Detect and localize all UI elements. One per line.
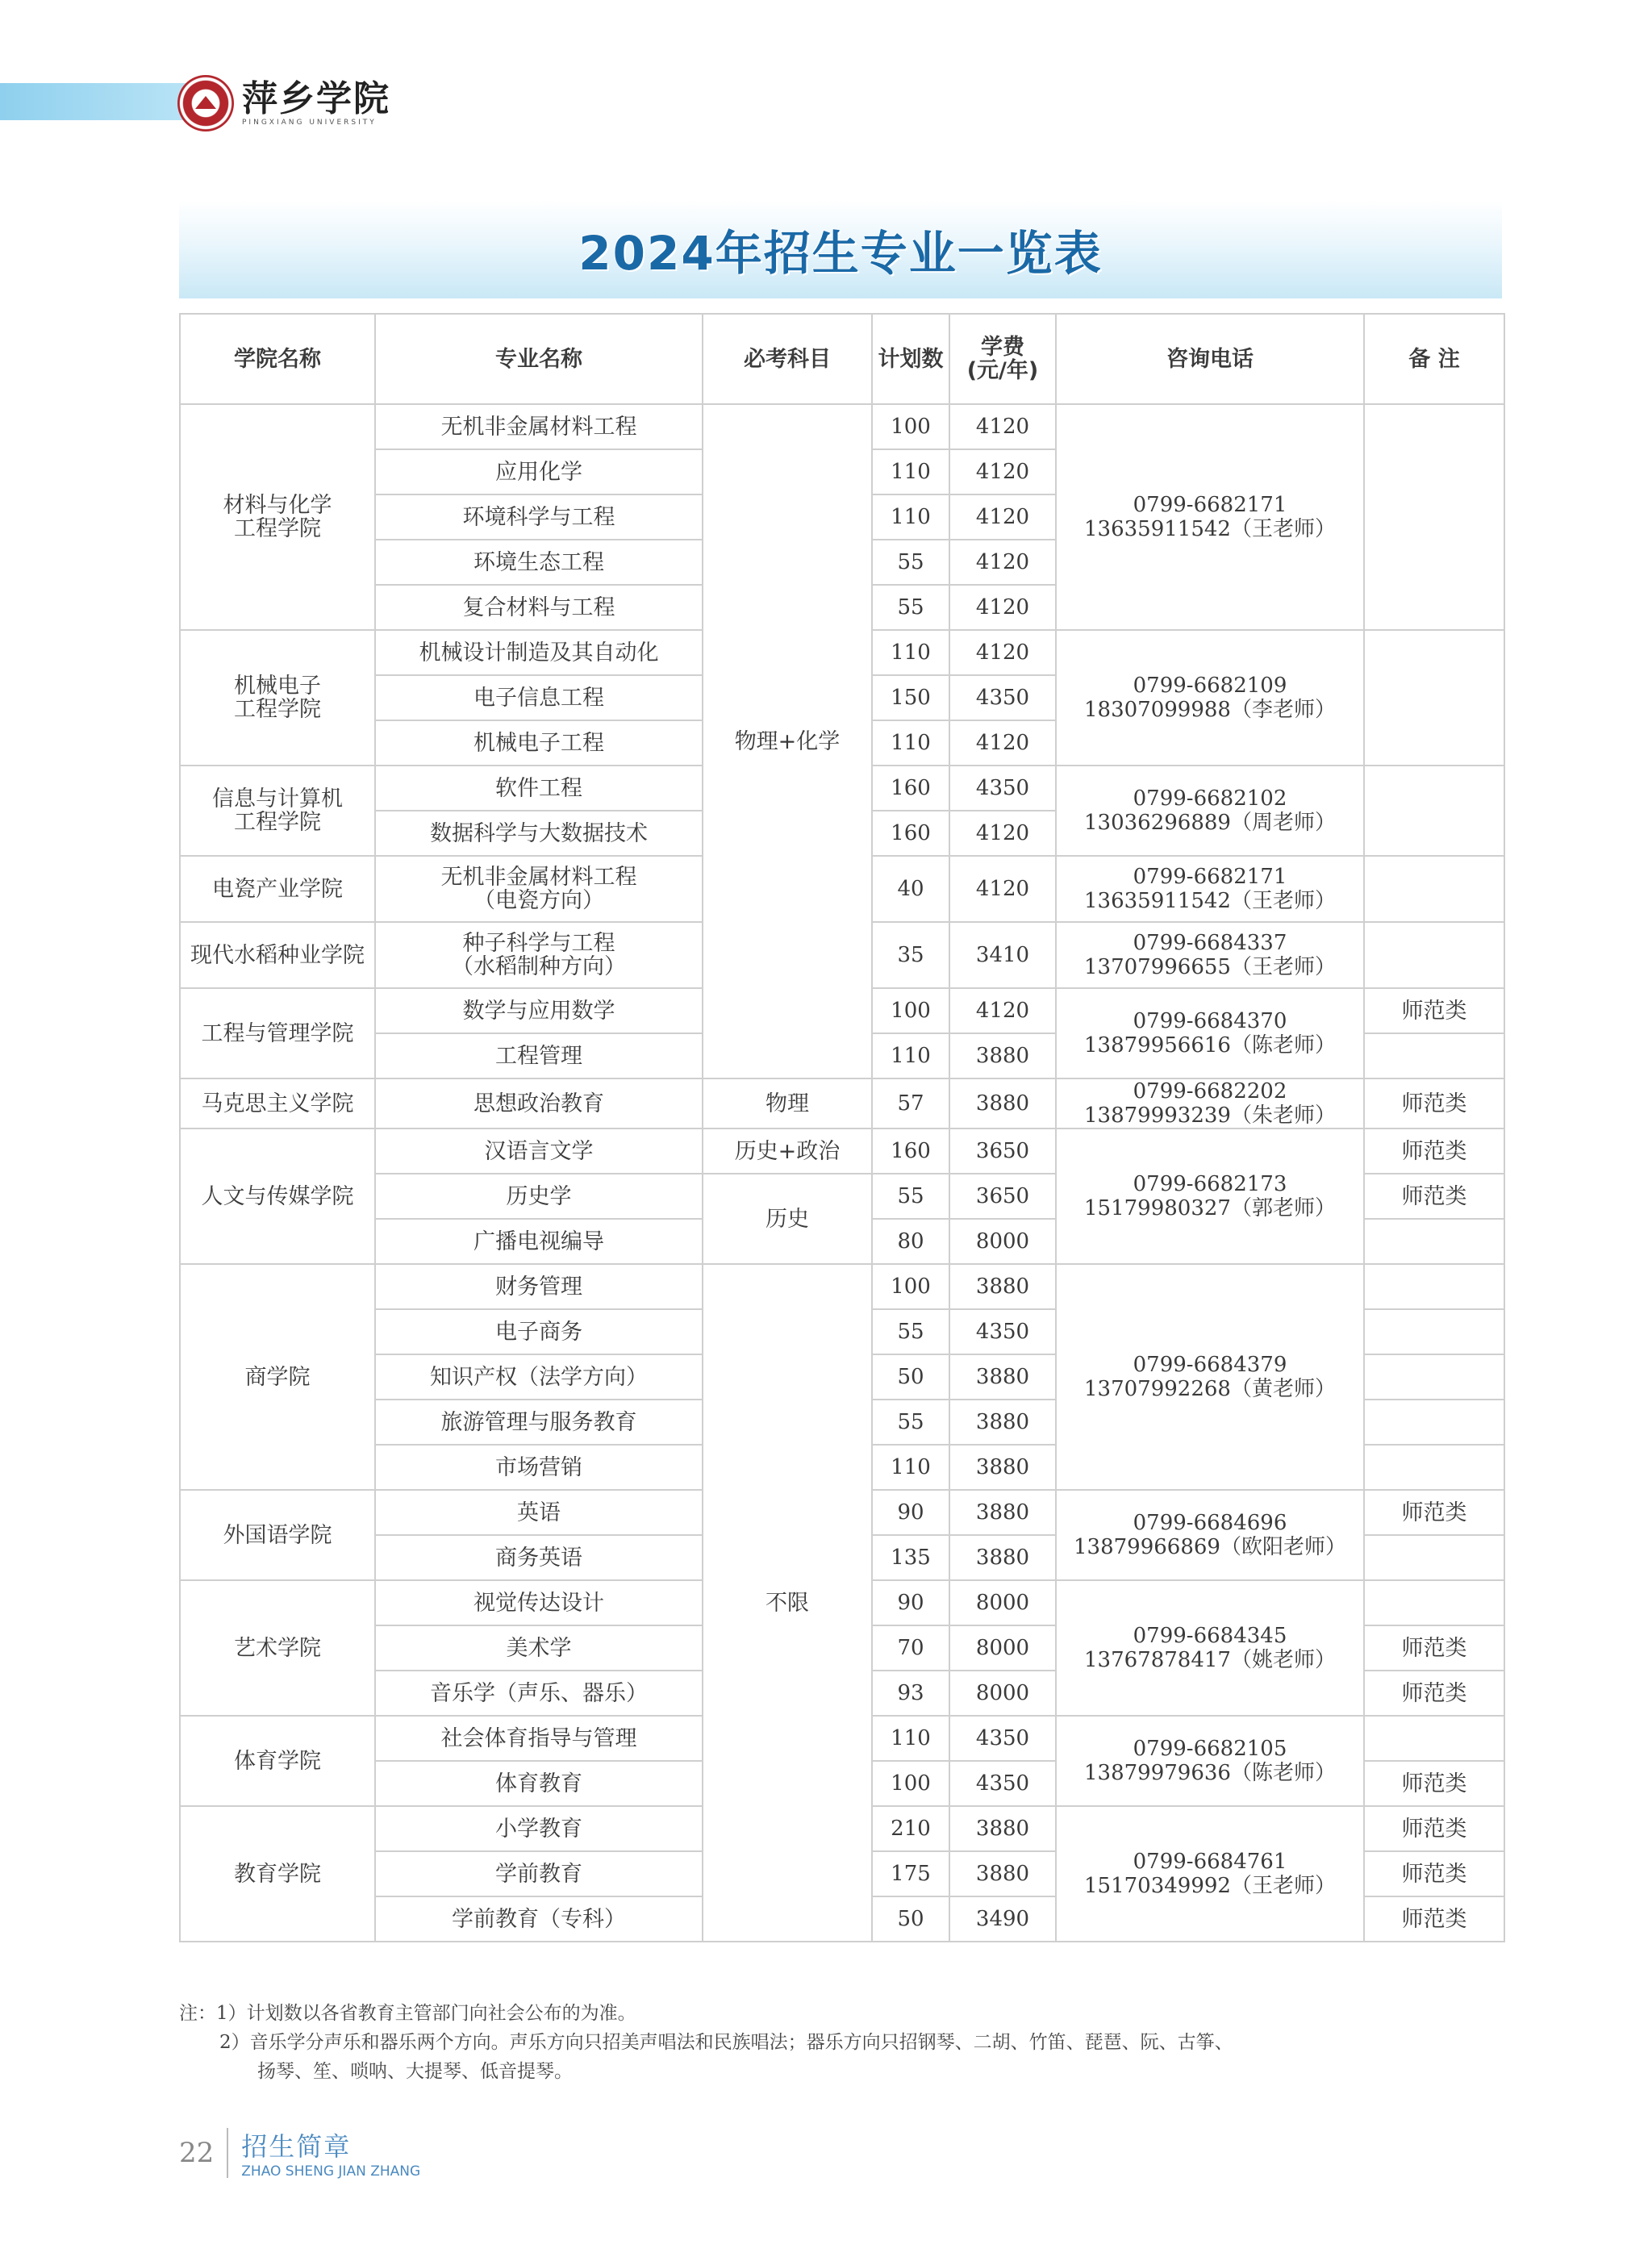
footnote-2: 2）音乐学分声乐和器乐两个方向。声乐方向只招美声唱法和民族唱法；器乐方向只招钢琴、二胡、竹笛、琵琶、阮、古筝、 (219, 2032, 1233, 2053)
major-name-cell: 电子信息工程 (375, 675, 703, 720)
college-name-cell: 现代水稻种业学院 (180, 922, 375, 988)
tuition-fee-cell: 3880 (949, 1400, 1056, 1445)
plan-count-cell: 110 (872, 1716, 949, 1761)
major-name-cell: 机械电子工程 (375, 720, 703, 766)
footnote-2-continued: 扬琴、笙、唢呐、大提琴、低音提琴。 (257, 2061, 573, 2082)
enrollment-table-wrapper (179, 313, 1504, 1942)
major-name-cell: 工程管理 (375, 1033, 703, 1078)
plan-count-cell: 135 (872, 1535, 949, 1580)
college-name-cell: 材料与化学 工程学院 (180, 404, 375, 630)
note-cell (1364, 1580, 1504, 1625)
college-name-cell: 马克思主义学院 (180, 1078, 375, 1128)
major-name-cell: 市场营销 (375, 1445, 703, 1490)
tuition-fee-cell: 4350 (949, 675, 1056, 720)
tuition-fee-cell: 8000 (949, 1671, 1056, 1716)
note-cell: 师范类 (1364, 1671, 1504, 1716)
tuition-fee-cell: 4120 (949, 811, 1056, 856)
note-cell: 师范类 (1364, 1078, 1504, 1128)
header-fee: 学费 (元/年) (949, 314, 1056, 404)
plan-count-cell: 90 (872, 1490, 949, 1535)
major-name-cell: 美术学 (375, 1625, 703, 1671)
plan-count-cell: 55 (872, 1400, 949, 1445)
tuition-fee-cell: 4120 (949, 585, 1056, 630)
major-name-cell: 英语 (375, 1490, 703, 1535)
tuition-fee-cell: 3490 (949, 1896, 1056, 1942)
major-name-cell: 体育教育 (375, 1761, 703, 1806)
note-cell: 师范类 (1364, 1625, 1504, 1671)
major-name-cell: 汉语言文学 (375, 1128, 703, 1174)
tuition-fee-cell: 3650 (949, 1128, 1056, 1174)
major-name-cell: 历史学 (375, 1174, 703, 1219)
college-name-cell: 人文与传媒学院 (180, 1128, 375, 1264)
header-major: 专业名称 (375, 314, 703, 404)
major-name-cell: 环境生态工程 (375, 540, 703, 585)
phone-cell: 0799-6682202 13879993239（朱老师） (1056, 1078, 1364, 1128)
plan-count-cell: 80 (872, 1219, 949, 1264)
major-name-cell: 复合材料与工程 (375, 585, 703, 630)
subject-cell: 不限 (703, 1264, 872, 1942)
phone-cell: 0799-6682171 13635911542（王老师） (1056, 856, 1364, 922)
footnotes (179, 1999, 1550, 2086)
phone-cell: 0799-6684337 13707996655（王老师） (1056, 922, 1364, 988)
plan-count-cell: 50 (872, 1354, 949, 1400)
table-row (180, 1128, 1504, 1174)
tuition-fee-cell: 3880 (949, 1806, 1056, 1851)
title-banner (179, 200, 1502, 298)
table-row (180, 1078, 1504, 1128)
tuition-fee-cell: 4120 (949, 449, 1056, 494)
note-cell (1364, 1264, 1504, 1309)
tuition-fee-cell: 3880 (949, 1851, 1056, 1896)
footer-label-en: ZHAO SHENG JIAN ZHANG (241, 2163, 421, 2180)
subject-cell: 历史 (703, 1174, 872, 1264)
footer-divider (227, 2128, 228, 2178)
plan-count-cell: 210 (872, 1806, 949, 1851)
phone-cell: 0799-6684370 13879956616（陈老师） (1056, 988, 1364, 1078)
plan-count-cell: 35 (872, 922, 949, 988)
college-name-cell: 艺术学院 (180, 1580, 375, 1716)
tuition-fee-cell: 4120 (949, 988, 1056, 1033)
note-cell (1364, 630, 1504, 766)
tuition-fee-cell: 4120 (949, 856, 1056, 922)
major-name-cell: 数学与应用数学 (375, 988, 703, 1033)
note-cell (1364, 1445, 1504, 1490)
major-name-cell: 机械设计制造及其自动化 (375, 630, 703, 675)
phone-cell: 0799-6682171 13635911542（王老师） (1056, 404, 1364, 630)
major-name-cell: 无机非金属材料工程 （电瓷方向） (375, 856, 703, 922)
plan-count-cell: 160 (872, 811, 949, 856)
tuition-fee-cell: 4120 (949, 540, 1056, 585)
plan-count-cell: 110 (872, 494, 949, 540)
note-cell (1364, 1354, 1504, 1400)
university-logo (177, 71, 390, 136)
plan-count-cell: 160 (872, 766, 949, 811)
plan-count-cell: 100 (872, 1264, 949, 1309)
major-name-cell: 小学教育 (375, 1806, 703, 1851)
footer-label-cn: 招生简章 (241, 2131, 352, 2162)
college-name-cell: 教育学院 (180, 1806, 375, 1942)
tuition-fee-cell: 3880 (949, 1445, 1056, 1490)
subject-cell: 物理 (703, 1078, 872, 1128)
major-name-cell: 音乐学（声乐、器乐） (375, 1671, 703, 1716)
note-cell (1364, 922, 1504, 988)
plan-count-cell: 57 (872, 1078, 949, 1128)
college-name-cell: 商学院 (180, 1264, 375, 1490)
major-name-cell: 广播电视编导 (375, 1219, 703, 1264)
phone-cell: 0799-6682173 15179980327（郭老师） (1056, 1128, 1364, 1264)
tuition-fee-cell: 8000 (949, 1219, 1056, 1264)
header-note: 备 注 (1364, 314, 1504, 404)
note-cell (1364, 1033, 1504, 1078)
major-name-cell: 学前教育（专科） (375, 1896, 703, 1942)
phone-cell: 0799-6684345 13767878417（姚老师） (1056, 1580, 1364, 1716)
major-name-cell: 数据科学与大数据技术 (375, 811, 703, 856)
plan-count-cell: 55 (872, 585, 949, 630)
plan-count-cell: 70 (872, 1625, 949, 1671)
major-name-cell: 种子科学与工程 （水稻制种方向） (375, 922, 703, 988)
university-name-cn: 萍乡学院 (242, 78, 390, 119)
table-row (180, 1264, 1504, 1309)
plan-count-cell: 93 (872, 1671, 949, 1716)
subject-cell: 物理+化学 (703, 404, 872, 1078)
college-name-cell: 体育学院 (180, 1716, 375, 1806)
major-name-cell: 社会体育指导与管理 (375, 1716, 703, 1761)
table-row (180, 404, 1504, 449)
page-title: 2024年招生专业一览表 (578, 226, 1103, 281)
major-name-cell: 电子商务 (375, 1309, 703, 1354)
phone-cell: 0799-6682105 13879979636（陈老师） (1056, 1716, 1364, 1806)
plan-count-cell: 175 (872, 1851, 949, 1896)
plan-count-cell: 110 (872, 1445, 949, 1490)
phone-cell: 0799-6684761 15170349992（王老师） (1056, 1806, 1364, 1942)
college-name-cell: 电瓷产业学院 (180, 856, 375, 922)
phone-cell: 0799-6682109 18307099988（李老师） (1056, 630, 1364, 766)
note-cell: 师范类 (1364, 1806, 1504, 1851)
note-cell: 师范类 (1364, 1174, 1504, 1219)
table-header-row (180, 314, 1504, 404)
note-cell (1364, 1535, 1504, 1580)
page-footer (179, 2126, 420, 2180)
major-name-cell: 环境科学与工程 (375, 494, 703, 540)
major-name-cell: 思想政治教育 (375, 1078, 703, 1128)
tuition-fee-cell: 3880 (949, 1033, 1056, 1078)
plan-count-cell: 110 (872, 1033, 949, 1078)
subject-cell: 历史+政治 (703, 1128, 872, 1174)
plan-count-cell: 50 (872, 1896, 949, 1942)
plan-count-cell: 100 (872, 1761, 949, 1806)
tuition-fee-cell: 3880 (949, 1490, 1056, 1535)
note-cell (1364, 1400, 1504, 1445)
note-cell (1364, 404, 1504, 630)
note-cell: 师范类 (1364, 1128, 1504, 1174)
footnote-1: 注：1）计划数以各省教育主管部门向社会公布的为准。 (179, 2003, 636, 2024)
major-name-cell: 软件工程 (375, 766, 703, 811)
tuition-fee-cell: 3880 (949, 1078, 1056, 1128)
tuition-fee-cell: 8000 (949, 1580, 1056, 1625)
note-cell: 师范类 (1364, 1761, 1504, 1806)
major-name-cell: 视觉传达设计 (375, 1580, 703, 1625)
plan-count-cell: 150 (872, 675, 949, 720)
major-name-cell: 知识产权（法学方向） (375, 1354, 703, 1400)
note-cell (1364, 856, 1504, 922)
tuition-fee-cell: 4120 (949, 630, 1056, 675)
tuition-fee-cell: 3880 (949, 1264, 1056, 1309)
note-cell: 师范类 (1364, 1896, 1504, 1942)
tuition-fee-cell: 4350 (949, 1761, 1056, 1806)
tuition-fee-cell: 3880 (949, 1535, 1056, 1580)
note-cell: 师范类 (1364, 1490, 1504, 1535)
header-phone: 咨询电话 (1056, 314, 1364, 404)
college-name-cell: 外国语学院 (180, 1490, 375, 1580)
header-college: 学院名称 (180, 314, 375, 404)
tuition-fee-cell: 3880 (949, 1354, 1056, 1400)
major-name-cell: 应用化学 (375, 449, 703, 494)
plan-count-cell: 100 (872, 404, 949, 449)
major-name-cell: 旅游管理与服务教育 (375, 1400, 703, 1445)
college-name-cell: 信息与计算机 工程学院 (180, 766, 375, 856)
major-name-cell: 无机非金属材料工程 (375, 404, 703, 449)
note-cell (1364, 1219, 1504, 1264)
plan-count-cell: 55 (872, 1174, 949, 1219)
note-cell: 师范类 (1364, 1851, 1504, 1896)
plan-count-cell: 55 (872, 540, 949, 585)
page-number: 22 (179, 2137, 215, 2169)
tuition-fee-cell: 3650 (949, 1174, 1056, 1219)
university-seal-icon (177, 75, 234, 131)
note-cell (1364, 766, 1504, 856)
major-name-cell: 学前教育 (375, 1851, 703, 1896)
major-name-cell: 财务管理 (375, 1264, 703, 1309)
note-cell (1364, 1309, 1504, 1354)
plan-count-cell: 110 (872, 449, 949, 494)
phone-cell: 0799-6684696 13879966869（欧阳老师） (1056, 1490, 1364, 1580)
plan-count-cell: 110 (872, 720, 949, 766)
plan-count-cell: 55 (872, 1309, 949, 1354)
phone-cell: 0799-6682102 13036296889（周老师） (1056, 766, 1364, 856)
college-name-cell: 工程与管理学院 (180, 988, 375, 1078)
tuition-fee-cell: 4120 (949, 404, 1056, 449)
plan-count-cell: 100 (872, 988, 949, 1033)
college-name-cell: 机械电子 工程学院 (180, 630, 375, 766)
tuition-fee-cell: 4120 (949, 494, 1056, 540)
tuition-fee-cell: 8000 (949, 1625, 1056, 1671)
phone-cell: 0799-6684379 13707992268（黄老师） (1056, 1264, 1364, 1490)
header-subject: 必考科目 (703, 314, 872, 404)
enrollment-table (179, 313, 1505, 1942)
plan-count-cell: 110 (872, 630, 949, 675)
plan-count-cell: 40 (872, 856, 949, 922)
tuition-fee-cell: 4350 (949, 766, 1056, 811)
plan-count-cell: 90 (872, 1580, 949, 1625)
tuition-fee-cell: 4120 (949, 720, 1056, 766)
note-cell: 师范类 (1364, 988, 1504, 1033)
header-plan: 计划数 (872, 314, 949, 404)
tuition-fee-cell: 4350 (949, 1716, 1056, 1761)
major-name-cell: 商务英语 (375, 1535, 703, 1580)
note-cell (1364, 1716, 1504, 1761)
tuition-fee-cell: 4350 (949, 1309, 1056, 1354)
tuition-fee-cell: 3410 (949, 922, 1056, 988)
plan-count-cell: 160 (872, 1128, 949, 1174)
table-body (180, 404, 1504, 1942)
university-name-en: PINGXIANG UNIVERSITY (242, 119, 377, 127)
